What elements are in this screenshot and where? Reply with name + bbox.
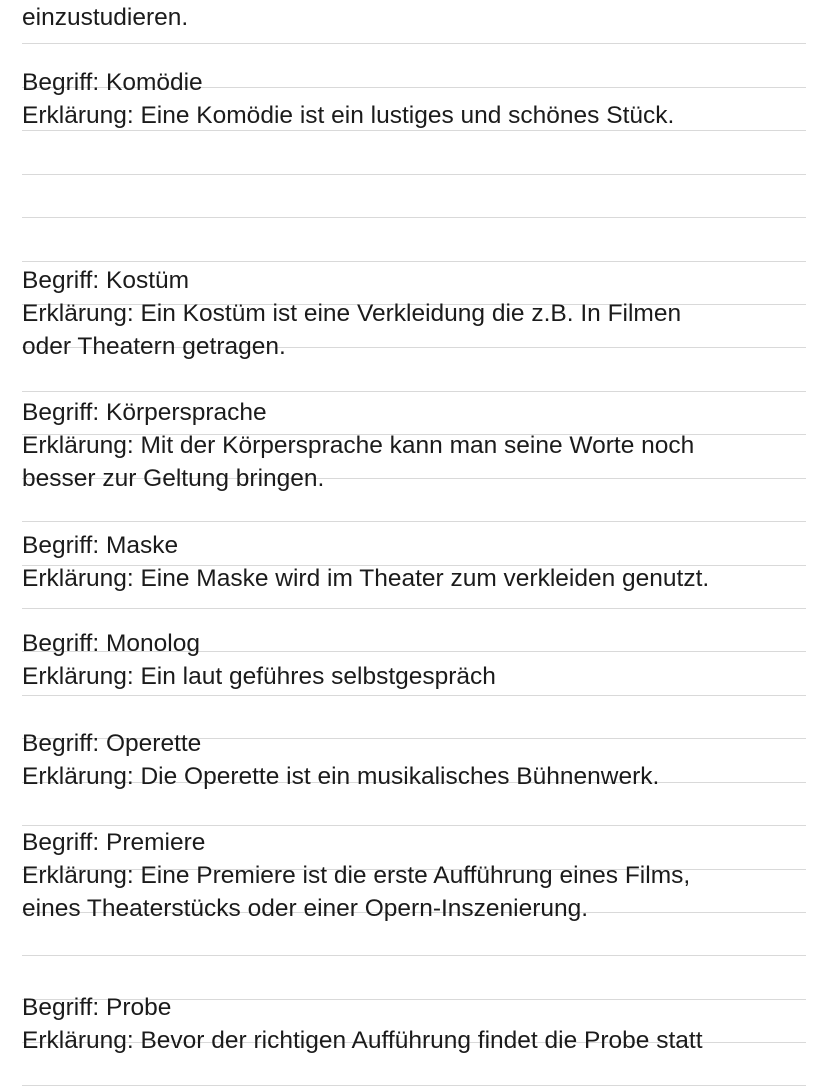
ruled-line [22,43,806,44]
definition-line: Erklärung: Ein laut geführes selbstgespräch [22,663,496,690]
ruled-line [22,825,806,826]
definition-line: besser zur Geltung bringen. [22,465,325,492]
ruled-line [22,391,806,392]
definition-line: Erklärung: Mit der Körpersprache kann man seine Worte noch [22,432,695,459]
definition-line: Erklärung: Eine Maske wird im Theater zum verkleiden genutzt. [22,565,710,592]
term-line: Begriff: Monolog [22,630,200,657]
term-line: Begriff: Operette [22,730,202,757]
ruled-line [22,174,806,175]
definition-line: eines Theaterstücks oder einer Opern-Inszenierung. [22,895,589,922]
ruled-line [22,695,806,696]
ruled-line [22,608,806,609]
definition-line: Erklärung: Ein Kostüm ist eine Verkleidung die z.B. In Filmen [22,300,682,327]
definition-line: Erklärung: Eine Premiere ist die erste Aufführung eines Films, [22,862,691,889]
definition-line: oder Theatern getragen. [22,333,286,360]
definition-line: Erklärung: Bevor der richtigen Aufführung findet die Probe statt [22,1027,703,1054]
definition-line: Erklärung: Eine Komödie ist ein lustiges und schönes Stück. [22,102,675,129]
term-line: Begriff: Komödie [22,69,203,96]
term-line: Begriff: Körpersprache [22,399,267,426]
note-text-line: einzustudieren. [22,4,189,31]
ruled-line [22,217,806,218]
ruled-line [22,955,806,956]
term-line: Begriff: Premiere [22,829,206,856]
term-line: Begriff: Kostüm [22,267,190,294]
term-line: Begriff: Maske [22,532,179,559]
term-line: Begriff: Probe [22,994,172,1021]
ruled-line [22,261,806,262]
definition-line: Erklärung: Die Operette ist ein musikalisches Bühnenwerk. [22,763,660,790]
ruled-line [22,521,806,522]
